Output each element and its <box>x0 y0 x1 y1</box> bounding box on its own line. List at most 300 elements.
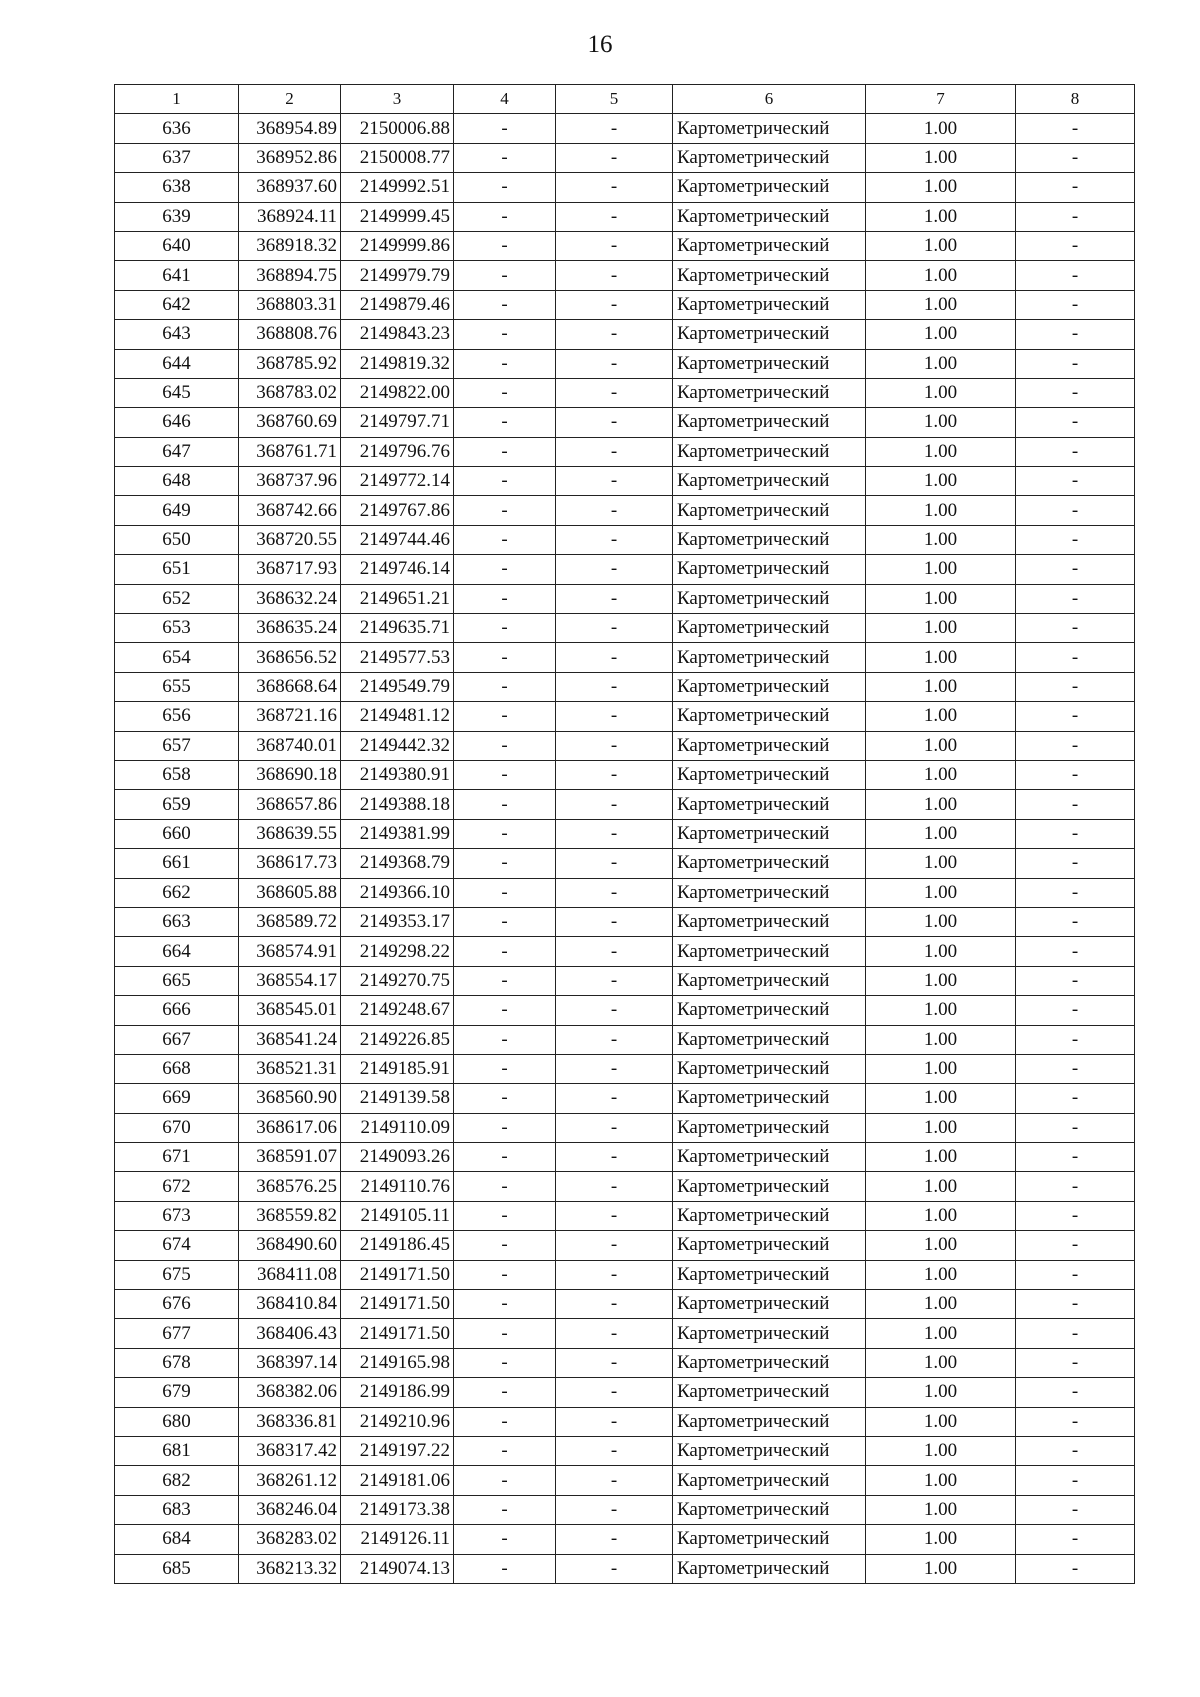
method-cell: Картометрический <box>673 702 866 731</box>
column-4-cell: - <box>454 114 556 143</box>
method-cell: Картометрический <box>673 849 866 878</box>
x-coordinate-cell: 368785.92 <box>239 349 341 378</box>
table-row <box>115 143 1135 172</box>
point-number-cell: 665 <box>115 966 239 995</box>
accuracy-cell: 1.00 <box>866 202 1016 231</box>
point-number-cell: 675 <box>115 1260 239 1289</box>
method-cell: Картометрический <box>673 349 866 378</box>
column-5-cell: - <box>556 1407 673 1436</box>
point-number-cell: 659 <box>115 790 239 819</box>
method-cell: Картометрический <box>673 1231 866 1260</box>
method-cell: Картометрический <box>673 1407 866 1436</box>
accuracy-cell: 1.00 <box>866 1143 1016 1172</box>
point-number-cell: 667 <box>115 1025 239 1054</box>
table-row <box>115 261 1135 290</box>
table-row <box>115 1172 1135 1201</box>
column-5-cell: - <box>556 320 673 349</box>
method-cell: Картометрический <box>673 1525 866 1554</box>
accuracy-cell: 1.00 <box>866 1025 1016 1054</box>
method-cell: Картометрический <box>673 1319 866 1348</box>
method-cell: Картометрический <box>673 1378 866 1407</box>
column-4-cell: - <box>454 1025 556 1054</box>
column-5-cell: - <box>556 1113 673 1142</box>
accuracy-cell: 1.00 <box>866 672 1016 701</box>
column-8-cell: - <box>1016 1378 1135 1407</box>
accuracy-cell: 1.00 <box>866 290 1016 319</box>
table-row <box>115 672 1135 701</box>
column-5-cell: - <box>556 1143 673 1172</box>
accuracy-cell: 1.00 <box>866 437 1016 466</box>
column-8-cell: - <box>1016 378 1135 407</box>
method-cell: Картометрический <box>673 1084 866 1113</box>
y-coordinate-cell: 2149481.12 <box>341 702 454 731</box>
y-coordinate-cell: 2149992.51 <box>341 173 454 202</box>
column-5-cell: - <box>556 1436 673 1465</box>
x-coordinate-cell: 368617.73 <box>239 849 341 878</box>
point-number-cell: 653 <box>115 614 239 643</box>
x-coordinate-cell: 368574.91 <box>239 937 341 966</box>
column-5-cell: - <box>556 349 673 378</box>
method-cell: Картометрический <box>673 437 866 466</box>
table-row <box>115 966 1135 995</box>
page-number: 16 <box>587 31 613 58</box>
method-cell: Картометрический <box>673 1054 866 1083</box>
column-4-cell: - <box>454 731 556 760</box>
column-5-cell: - <box>556 702 673 731</box>
accuracy-cell: 1.00 <box>866 584 1016 613</box>
column-8-cell: - <box>1016 1319 1135 1348</box>
column-5-cell: - <box>556 143 673 172</box>
method-cell: Картометрический <box>673 496 866 525</box>
x-coordinate-cell: 368803.31 <box>239 290 341 319</box>
table-row <box>115 231 1135 260</box>
point-number-cell: 638 <box>115 173 239 202</box>
column-5-cell: - <box>556 584 673 613</box>
table-row <box>115 437 1135 466</box>
table-row <box>115 878 1135 907</box>
column-5-cell: - <box>556 1054 673 1083</box>
column-8-cell: - <box>1016 1172 1135 1201</box>
accuracy-cell: 1.00 <box>866 467 1016 496</box>
table-row <box>115 731 1135 760</box>
accuracy-cell: 1.00 <box>866 173 1016 202</box>
table-row <box>115 849 1135 878</box>
table-row <box>115 1290 1135 1319</box>
accuracy-cell: 1.00 <box>866 114 1016 143</box>
y-coordinate-cell: 2149549.79 <box>341 672 454 701</box>
table-row <box>115 555 1135 584</box>
x-coordinate-cell: 368541.24 <box>239 1025 341 1054</box>
x-coordinate-cell: 368952.86 <box>239 143 341 172</box>
column-8-cell: - <box>1016 202 1135 231</box>
x-coordinate-cell: 368657.86 <box>239 790 341 819</box>
x-coordinate-cell: 368668.64 <box>239 672 341 701</box>
y-coordinate-cell: 2150008.77 <box>341 143 454 172</box>
table-row <box>115 1466 1135 1495</box>
column-4-cell: - <box>454 1436 556 1465</box>
accuracy-cell: 1.00 <box>866 1084 1016 1113</box>
column-4-cell: - <box>454 1319 556 1348</box>
column-8-cell: - <box>1016 760 1135 789</box>
y-coordinate-cell: 2149298.22 <box>341 937 454 966</box>
point-number-cell: 662 <box>115 878 239 907</box>
accuracy-cell: 1.00 <box>866 1201 1016 1230</box>
accuracy-cell: 1.00 <box>866 702 1016 731</box>
method-cell: Картометрический <box>673 173 866 202</box>
column-4-cell: - <box>454 1378 556 1407</box>
point-number-cell: 660 <box>115 819 239 848</box>
accuracy-cell: 1.00 <box>866 731 1016 760</box>
point-number-cell: 652 <box>115 584 239 613</box>
method-cell: Картометрический <box>673 261 866 290</box>
point-number-cell: 645 <box>115 378 239 407</box>
column-8-cell: - <box>1016 614 1135 643</box>
table-row <box>115 173 1135 202</box>
accuracy-cell: 1.00 <box>866 320 1016 349</box>
x-coordinate-cell: 368937.60 <box>239 173 341 202</box>
method-cell: Картометрический <box>673 790 866 819</box>
accuracy-cell: 1.00 <box>866 349 1016 378</box>
column-5-cell: - <box>556 261 673 290</box>
table-row <box>115 1143 1135 1172</box>
column-4-cell: - <box>454 1554 556 1583</box>
column-4-cell: - <box>454 1466 556 1495</box>
column-5-cell: - <box>556 114 673 143</box>
table-row <box>115 1319 1135 1348</box>
accuracy-cell: 1.00 <box>866 143 1016 172</box>
column-4-cell: - <box>454 555 556 584</box>
point-number-cell: 680 <box>115 1407 239 1436</box>
column-header: 4 <box>454 85 556 114</box>
column-8-cell: - <box>1016 1290 1135 1319</box>
point-number-cell: 679 <box>115 1378 239 1407</box>
table-row <box>115 1260 1135 1289</box>
column-8-cell: - <box>1016 1113 1135 1142</box>
y-coordinate-cell: 2149442.32 <box>341 731 454 760</box>
table-row <box>115 937 1135 966</box>
point-number-cell: 640 <box>115 231 239 260</box>
accuracy-cell: 1.00 <box>866 261 1016 290</box>
accuracy-cell: 1.00 <box>866 996 1016 1025</box>
column-8-cell: - <box>1016 819 1135 848</box>
y-coordinate-cell: 2149171.50 <box>341 1290 454 1319</box>
column-4-cell: - <box>454 202 556 231</box>
method-cell: Картометрический <box>673 907 866 936</box>
x-coordinate-cell: 368740.01 <box>239 731 341 760</box>
y-coordinate-cell: 2149270.75 <box>341 966 454 995</box>
column-8-cell: - <box>1016 966 1135 995</box>
y-coordinate-cell: 2149139.58 <box>341 1084 454 1113</box>
column-8-cell: - <box>1016 878 1135 907</box>
column-8-cell: - <box>1016 1201 1135 1230</box>
column-4-cell: - <box>454 1054 556 1083</box>
x-coordinate-cell: 368560.90 <box>239 1084 341 1113</box>
point-number-cell: 666 <box>115 996 239 1025</box>
column-8-cell: - <box>1016 467 1135 496</box>
column-4-cell: - <box>454 790 556 819</box>
column-8-cell: - <box>1016 1231 1135 1260</box>
y-coordinate-cell: 2149380.91 <box>341 760 454 789</box>
point-number-cell: 656 <box>115 702 239 731</box>
point-number-cell: 655 <box>115 672 239 701</box>
point-number-cell: 683 <box>115 1495 239 1524</box>
column-4-cell: - <box>454 437 556 466</box>
column-5-cell: - <box>556 467 673 496</box>
column-5-cell: - <box>556 996 673 1025</box>
x-coordinate-cell: 368246.04 <box>239 1495 341 1524</box>
column-5-cell: - <box>556 1525 673 1554</box>
method-cell: Картометрический <box>673 760 866 789</box>
table-row <box>115 1113 1135 1142</box>
column-5-cell: - <box>556 790 673 819</box>
column-8-cell: - <box>1016 173 1135 202</box>
table-row <box>115 996 1135 1025</box>
column-8-cell: - <box>1016 114 1135 143</box>
point-number-cell: 649 <box>115 496 239 525</box>
table-row <box>115 349 1135 378</box>
y-coordinate-cell: 2149635.71 <box>341 614 454 643</box>
y-coordinate-cell: 2149381.99 <box>341 819 454 848</box>
y-coordinate-cell: 2150006.88 <box>341 114 454 143</box>
column-8-cell: - <box>1016 261 1135 290</box>
table-row <box>115 614 1135 643</box>
column-8-cell: - <box>1016 1348 1135 1377</box>
accuracy-cell: 1.00 <box>866 1348 1016 1377</box>
accuracy-cell: 1.00 <box>866 408 1016 437</box>
x-coordinate-cell: 368632.24 <box>239 584 341 613</box>
y-coordinate-cell: 2149165.98 <box>341 1348 454 1377</box>
point-number-cell: 676 <box>115 1290 239 1319</box>
column-8-cell: - <box>1016 1407 1135 1436</box>
table-row <box>115 1407 1135 1436</box>
column-5-cell: - <box>556 378 673 407</box>
column-4-cell: - <box>454 496 556 525</box>
column-4-cell: - <box>454 143 556 172</box>
column-5-cell: - <box>556 231 673 260</box>
column-4-cell: - <box>454 1201 556 1230</box>
column-8-cell: - <box>1016 702 1135 731</box>
x-coordinate-cell: 368690.18 <box>239 760 341 789</box>
method-cell: Картометрический <box>673 290 866 319</box>
point-number-cell: 670 <box>115 1113 239 1142</box>
column-header: 7 <box>866 85 1016 114</box>
y-coordinate-cell: 2149822.00 <box>341 378 454 407</box>
column-4-cell: - <box>454 1172 556 1201</box>
method-cell: Картометрический <box>673 320 866 349</box>
method-cell: Картометрический <box>673 1495 866 1524</box>
method-cell: Картометрический <box>673 555 866 584</box>
table-row <box>115 114 1135 143</box>
column-4-cell: - <box>454 467 556 496</box>
method-cell: Картометрический <box>673 408 866 437</box>
y-coordinate-cell: 2149366.10 <box>341 878 454 907</box>
x-coordinate-cell: 368317.42 <box>239 1436 341 1465</box>
table-row <box>115 290 1135 319</box>
column-4-cell: - <box>454 1260 556 1289</box>
column-8-cell: - <box>1016 1554 1135 1583</box>
point-number-cell: 651 <box>115 555 239 584</box>
method-cell: Картометрический <box>673 878 866 907</box>
x-coordinate-cell: 368382.06 <box>239 1378 341 1407</box>
method-cell: Картометрический <box>673 525 866 554</box>
method-cell: Картометрический <box>673 966 866 995</box>
method-cell: Картометрический <box>673 731 866 760</box>
column-4-cell: - <box>454 819 556 848</box>
table-row <box>115 496 1135 525</box>
column-5-cell: - <box>556 1290 673 1319</box>
point-number-cell: 668 <box>115 1054 239 1083</box>
point-number-cell: 671 <box>115 1143 239 1172</box>
method-cell: Картометрический <box>673 1290 866 1319</box>
column-4-cell: - <box>454 261 556 290</box>
y-coordinate-cell: 2149819.32 <box>341 349 454 378</box>
column-4-cell: - <box>454 907 556 936</box>
column-8-cell: - <box>1016 231 1135 260</box>
method-cell: Картометрический <box>673 1348 866 1377</box>
y-coordinate-cell: 2149110.09 <box>341 1113 454 1142</box>
y-coordinate-cell: 2149210.96 <box>341 1407 454 1436</box>
column-4-cell: - <box>454 408 556 437</box>
point-number-cell: 646 <box>115 408 239 437</box>
table-row <box>115 202 1135 231</box>
point-number-cell: 636 <box>115 114 239 143</box>
y-coordinate-cell: 2149110.76 <box>341 1172 454 1201</box>
point-number-cell: 685 <box>115 1554 239 1583</box>
x-coordinate-cell: 368406.43 <box>239 1319 341 1348</box>
point-number-cell: 657 <box>115 731 239 760</box>
y-coordinate-cell: 2149181.06 <box>341 1466 454 1495</box>
y-coordinate-cell: 2149353.17 <box>341 907 454 936</box>
y-coordinate-cell: 2149074.13 <box>341 1554 454 1583</box>
point-number-cell: 654 <box>115 643 239 672</box>
table-row <box>115 1378 1135 1407</box>
column-8-cell: - <box>1016 437 1135 466</box>
table-row <box>115 819 1135 848</box>
y-coordinate-cell: 2149093.26 <box>341 1143 454 1172</box>
x-coordinate-cell: 368617.06 <box>239 1113 341 1142</box>
table-row <box>115 467 1135 496</box>
column-4-cell: - <box>454 231 556 260</box>
accuracy-cell: 1.00 <box>866 1466 1016 1495</box>
x-coordinate-cell: 368635.24 <box>239 614 341 643</box>
accuracy-cell: 1.00 <box>866 878 1016 907</box>
column-8-cell: - <box>1016 1025 1135 1054</box>
column-8-cell: - <box>1016 320 1135 349</box>
y-coordinate-cell: 2149186.45 <box>341 1231 454 1260</box>
accuracy-cell: 1.00 <box>866 1525 1016 1554</box>
column-5-cell: - <box>556 1231 673 1260</box>
point-number-cell: 642 <box>115 290 239 319</box>
point-number-cell: 664 <box>115 937 239 966</box>
x-coordinate-cell: 368591.07 <box>239 1143 341 1172</box>
x-coordinate-cell: 368576.25 <box>239 1172 341 1201</box>
column-8-cell: - <box>1016 349 1135 378</box>
column-8-cell: - <box>1016 1436 1135 1465</box>
column-5-cell: - <box>556 672 673 701</box>
y-coordinate-cell: 2149797.71 <box>341 408 454 437</box>
column-8-cell: - <box>1016 1525 1135 1554</box>
column-8-cell: - <box>1016 1260 1135 1289</box>
y-coordinate-cell: 2149999.45 <box>341 202 454 231</box>
table-row <box>115 408 1135 437</box>
method-cell: Картометрический <box>673 996 866 1025</box>
y-coordinate-cell: 2149368.79 <box>341 849 454 878</box>
column-header: 3 <box>341 85 454 114</box>
column-4-cell: - <box>454 320 556 349</box>
column-4-cell: - <box>454 1525 556 1554</box>
column-8-cell: - <box>1016 849 1135 878</box>
x-coordinate-cell: 368761.71 <box>239 437 341 466</box>
column-header: 8 <box>1016 85 1135 114</box>
column-4-cell: - <box>454 614 556 643</box>
table-row <box>115 1554 1135 1583</box>
coordinates-table <box>114 84 1135 1584</box>
x-coordinate-cell: 368760.69 <box>239 408 341 437</box>
method-cell: Картометрический <box>673 1554 866 1583</box>
table-row <box>115 525 1135 554</box>
column-5-cell: - <box>556 437 673 466</box>
table-row <box>115 1348 1135 1377</box>
x-coordinate-cell: 368261.12 <box>239 1466 341 1495</box>
column-4-cell: - <box>454 378 556 407</box>
column-5-cell: - <box>556 614 673 643</box>
column-4-cell: - <box>454 1143 556 1172</box>
x-coordinate-cell: 368490.60 <box>239 1231 341 1260</box>
column-4-cell: - <box>454 937 556 966</box>
column-5-cell: - <box>556 290 673 319</box>
column-4-cell: - <box>454 1348 556 1377</box>
x-coordinate-cell: 368410.84 <box>239 1290 341 1319</box>
column-5-cell: - <box>556 1201 673 1230</box>
column-4-cell: - <box>454 966 556 995</box>
column-8-cell: - <box>1016 290 1135 319</box>
column-8-cell: - <box>1016 937 1135 966</box>
method-cell: Картометрический <box>673 378 866 407</box>
column-4-cell: - <box>454 672 556 701</box>
method-cell: Картометрический <box>673 202 866 231</box>
accuracy-cell: 1.00 <box>866 525 1016 554</box>
column-4-cell: - <box>454 1231 556 1260</box>
column-8-cell: - <box>1016 907 1135 936</box>
x-coordinate-cell: 368918.32 <box>239 231 341 260</box>
table-row <box>115 584 1135 613</box>
header-row <box>115 85 1135 114</box>
method-cell: Картометрический <box>673 1260 866 1289</box>
y-coordinate-cell: 2149843.23 <box>341 320 454 349</box>
column-4-cell: - <box>454 290 556 319</box>
point-number-cell: 643 <box>115 320 239 349</box>
method-cell: Картометрический <box>673 614 866 643</box>
x-coordinate-cell: 368336.81 <box>239 1407 341 1436</box>
y-coordinate-cell: 2149186.99 <box>341 1378 454 1407</box>
point-number-cell: 661 <box>115 849 239 878</box>
column-5-cell: - <box>556 1378 673 1407</box>
table-row <box>115 1525 1135 1554</box>
point-number-cell: 669 <box>115 1084 239 1113</box>
accuracy-cell: 1.00 <box>866 1319 1016 1348</box>
column-5-cell: - <box>556 849 673 878</box>
column-5-cell: - <box>556 1084 673 1113</box>
column-8-cell: - <box>1016 584 1135 613</box>
method-cell: Картометрический <box>673 1172 866 1201</box>
column-5-cell: - <box>556 1554 673 1583</box>
column-header: 2 <box>239 85 341 114</box>
column-5-cell: - <box>556 760 673 789</box>
column-5-cell: - <box>556 819 673 848</box>
accuracy-cell: 1.00 <box>866 937 1016 966</box>
point-number-cell: 658 <box>115 760 239 789</box>
column-4-cell: - <box>454 1407 556 1436</box>
